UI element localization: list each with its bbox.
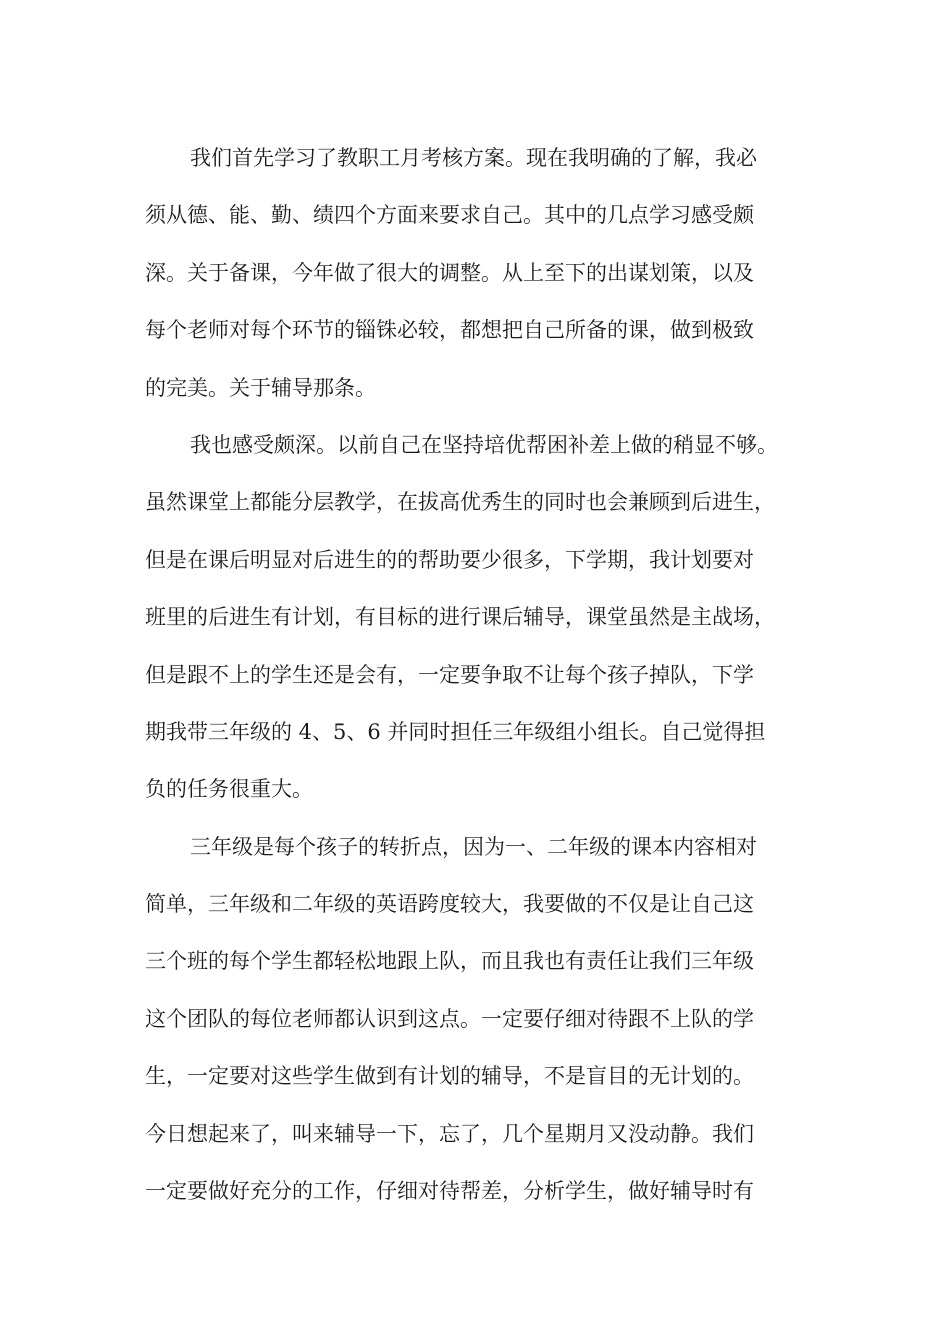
text-line: 今日想起来了，叫来辅导一下，忘了，几个星期月又没动静。我们 [145, 1121, 754, 1146]
text-line: 但是在课后明显对后进生的的帮助要少很多，下学期，我计划要对 [145, 547, 754, 572]
text-line: 我也感受颇深。以前自己在坚持培优帮困补差上做的稍显不够。 [190, 432, 778, 457]
text-line: 的完美。关于辅导那条。 [145, 375, 376, 400]
text-line: 虽然课堂上都能分层教学，在拔高优秀生的同时也会兼顾到后进生， [145, 490, 775, 515]
text-line: 但是跟不上的学生还是会有，一定要争取不让每个孩子掉队，下学 [145, 662, 754, 687]
text-line: 三年级是每个孩子的转折点，因为一、二年级的课本内容相对 [190, 834, 757, 859]
text-line: 三个班的每个学生都轻松地跟上队，而且我也有责任让我们三年级 [145, 949, 754, 974]
text-line: 我们首先学习了教职工月考核方案。现在我明确的了解，我必 [190, 146, 757, 170]
text-line: 一定要做好充分的工作，仔细对待帮差，分析学生，做好辅导时有 [145, 1179, 754, 1204]
text-line: 这个团队的每位老师都认识到这点。一定要仔细对待跟不上队的学 [145, 1006, 754, 1031]
text-line: 负的任务很重大。 [145, 777, 313, 802]
text-line: 简单，三年级和二年级的英语跨度较大，我要做的不仅是让自己这 [145, 892, 754, 917]
text-line: 班里的后进生有计划，有目标的进行课后辅导，课堂虽然是主战场， [145, 605, 775, 630]
text-line: 期我带三年级的 4、5、6 并同时担任三年级组小组长。自己觉得担 [145, 719, 766, 744]
text-line: 生，一定要对这些学生做到有计划的辅导，不是盲目的无计划的。 [145, 1064, 754, 1089]
text-line: 深。关于备课，今年做了很大的调整。从上至下的出谋划策，以及 [145, 260, 754, 285]
text-line: 须从德、能、勤、绩四个方面来要求自己。其中的几点学习感受颇 [145, 203, 754, 228]
body-text [145, 130, 810, 1220]
text-line: 每个老师对每个环节的锱铢必较，都想把自己所备的课，做到极致 [145, 318, 754, 343]
